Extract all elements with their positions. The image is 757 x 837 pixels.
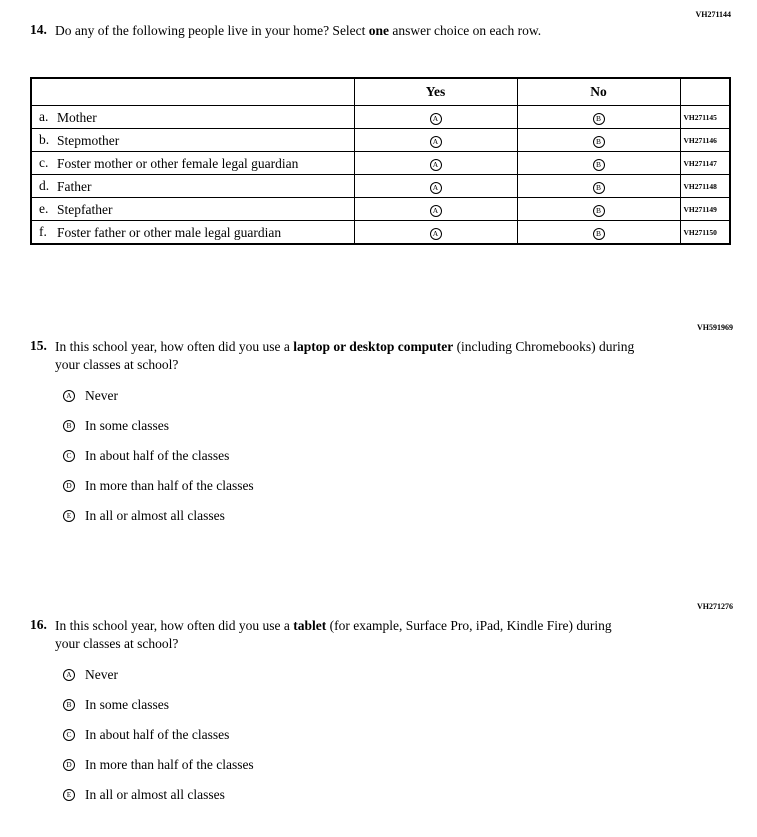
row-label-cell [31,221,354,245]
row-label: Foster mother or other female legal guardian [57,155,299,171]
prompt-pre: In this school year, how often did you use a [55,618,294,633]
prompt-post: (for example, Surface Pro, iPad, Kindle Fire) during your classes at school? [55,618,612,652]
row-label: Stepmother [57,132,120,148]
row-code: VH271145 [680,106,730,129]
radio-option[interactable]: A [63,390,75,402]
question-14 [30,22,655,40]
no-cell [517,175,680,198]
row-label: Stepfather [57,201,113,217]
option-label: Never [85,666,118,682]
row-label: Mother [57,109,97,125]
table-row-foster-mother [31,152,730,175]
question-14-code: VH271144 [695,10,731,19]
yes-cell [354,129,517,152]
option-label: In some classes [85,696,169,712]
option-label: Never [85,387,118,403]
yes-cell [354,175,517,198]
option-row [63,727,630,743]
question-16-options [30,667,630,803]
radio-yes[interactable]: A [430,228,442,240]
row-label-cell [31,106,354,129]
option-row [63,448,660,464]
radio-option[interactable]: E [63,510,75,522]
question-15-number: 15. [30,338,47,353]
q14-answer-table [30,77,731,245]
table-row-stepfather [31,198,730,221]
table-row-father [31,175,730,198]
question-15-code: VH591969 [697,323,733,332]
option-row [63,418,660,434]
question-16 [30,617,630,817]
table-row-stepmother [31,129,730,152]
option-row [63,508,660,524]
radio-option[interactable]: E [63,789,75,801]
radio-option[interactable]: D [63,480,75,492]
question-16-number: 16. [30,617,47,632]
radio-option[interactable]: A [63,669,75,681]
prompt-post: (including Chromebooks) during your classes at school? [55,339,635,373]
radio-yes[interactable]: A [430,136,442,148]
row-code: VH271149 [680,198,730,221]
row-code: VH271147 [680,152,730,175]
row-letter: d. [39,178,50,193]
prompt-bold: tablet [293,618,327,633]
no-cell [517,221,680,245]
option-label: In more than half of the classes [85,477,254,493]
option-label: In all or almost all classes [85,507,225,523]
row-label-cell [31,129,354,152]
radio-yes[interactable]: A [430,159,442,171]
question-16-prompt [55,617,630,654]
radio-no[interactable]: B [593,136,605,148]
row-label-cell [31,152,354,175]
option-row [63,667,630,683]
radio-no[interactable]: B [593,182,605,194]
row-label: Foster father or other male legal guardian [57,224,282,240]
option-label: In about half of the classes [85,447,230,463]
option-row [63,478,660,494]
option-row [63,388,660,404]
no-cell [517,106,680,129]
row-code: VH271148 [680,175,730,198]
radio-option[interactable]: B [63,699,75,711]
prompt-bold: one [368,23,390,38]
column-header-yes: Yes [354,78,517,106]
question-15-options [30,388,660,524]
yes-cell [354,198,517,221]
yes-cell [354,152,517,175]
no-cell [517,152,680,175]
option-label: In some classes [85,417,169,433]
radio-yes[interactable]: A [430,182,442,194]
yes-cell [354,221,517,245]
radio-no[interactable]: B [593,113,605,125]
row-label-cell [31,198,354,221]
radio-yes[interactable]: A [430,205,442,217]
radio-option[interactable]: C [63,729,75,741]
radio-no[interactable]: B [593,159,605,171]
row-label-cell [31,175,354,198]
option-label: In about half of the classes [85,726,230,742]
prompt-bold: laptop or desktop computer [293,339,454,354]
table-corner-cell [31,78,354,106]
option-row [63,787,630,803]
radio-option[interactable]: B [63,420,75,432]
column-header-no: No [517,78,680,106]
question-15 [30,338,660,538]
row-code: VH271150 [680,221,730,245]
table-row-foster-father [31,221,730,245]
question-16-code: VH271276 [697,602,733,611]
radio-option[interactable]: D [63,759,75,771]
row-letter: e. [39,201,49,216]
row-letter: f. [39,224,47,239]
question-14-prompt [55,22,655,40]
radio-option[interactable]: C [63,450,75,462]
option-row [63,697,630,713]
prompt-pre: In this school year, how often did you use a [55,339,294,354]
question-14-number: 14. [30,22,47,37]
table-row-mother [31,106,730,129]
radio-no[interactable]: B [593,205,605,217]
prompt-pre: Do any of the following people live in your home? Select [55,23,369,38]
row-code: VH271146 [680,129,730,152]
table-corner-cell-right [680,78,730,106]
row-label: Father [57,178,92,194]
option-row [63,757,630,773]
row-letter: b. [39,132,50,147]
option-label: In all or almost all classes [85,786,225,802]
row-letter: a. [39,109,49,124]
radio-no[interactable]: B [593,228,605,240]
option-label: In more than half of the classes [85,756,254,772]
question-15-prompt [55,338,660,375]
no-cell [517,129,680,152]
radio-yes[interactable]: A [430,113,442,125]
yes-cell [354,106,517,129]
row-letter: c. [39,155,49,170]
prompt-post: answer choice on each row. [389,23,542,38]
table-header-row [31,78,730,106]
no-cell [517,198,680,221]
